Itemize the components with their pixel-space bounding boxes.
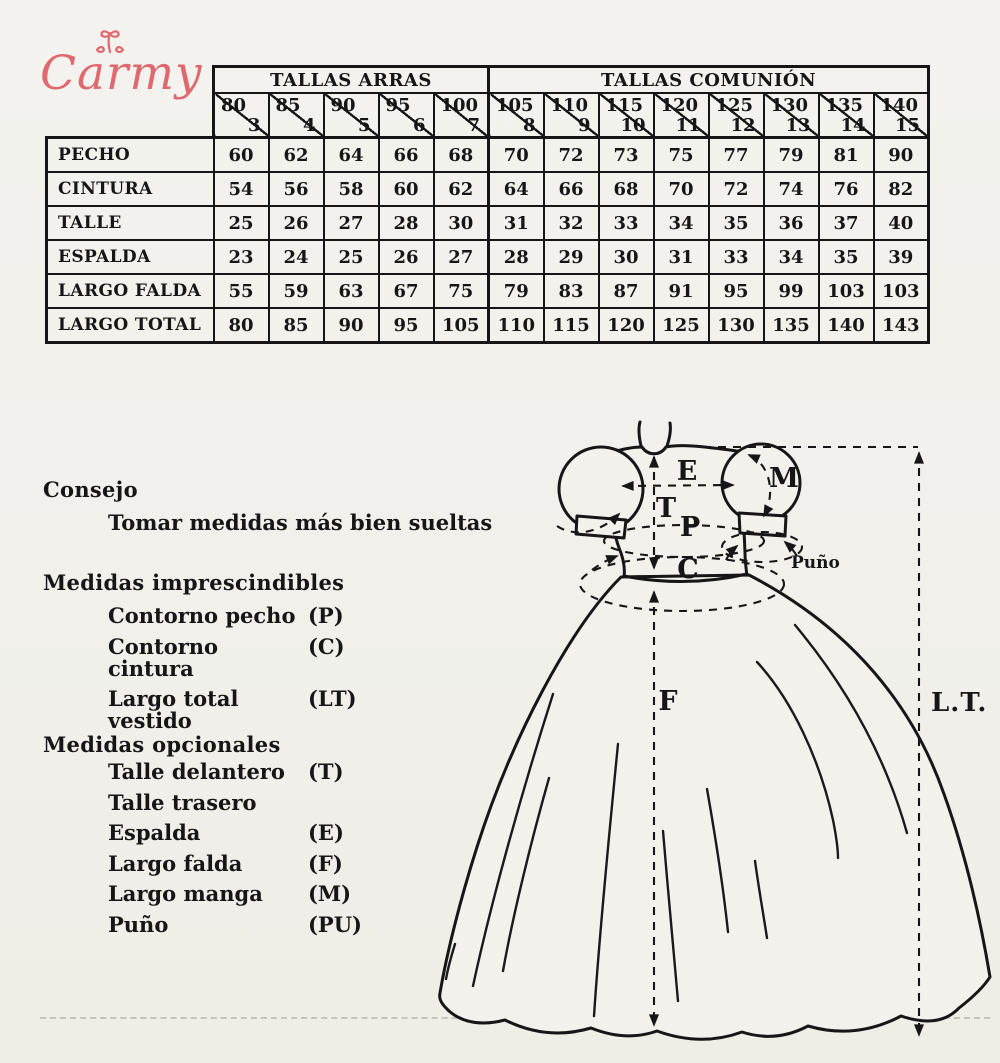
size-value: 110: [550, 95, 589, 116]
value-cell: 66: [544, 172, 599, 206]
value-cell: 140: [819, 308, 874, 343]
size-header-cell: [599, 93, 654, 138]
value-cell: 26: [269, 206, 324, 240]
value-cell: 25: [214, 206, 269, 240]
size-header-cell: [434, 93, 489, 138]
age-value: 6: [412, 115, 426, 136]
value-cell: 32: [544, 206, 599, 240]
value-cell: 72: [709, 172, 764, 206]
value-cell: 95: [379, 308, 434, 343]
age-value: 14: [840, 115, 866, 136]
value-cell: 33: [599, 206, 654, 240]
label-largo-falda: F: [658, 686, 678, 717]
measure-abbr: (C): [308, 633, 345, 659]
value-cell: 60: [379, 172, 434, 206]
age-value: 4: [302, 115, 316, 136]
value-cell: 73: [599, 138, 654, 173]
measure-abbr: [308, 792, 362, 814]
measure-name: Largo manga: [108, 881, 263, 906]
size-table-body: [47, 67, 929, 343]
value-cell: 62: [269, 138, 324, 173]
value-cell: 64: [489, 172, 544, 206]
value-cell: 83: [544, 274, 599, 308]
value-cell: 40: [874, 206, 929, 240]
value-cell: 76: [819, 172, 874, 206]
label-talle: T: [655, 493, 677, 524]
measure-name: Talle trasero: [108, 789, 257, 815]
age-value: 13: [785, 115, 811, 136]
label-largo-total: L.T.: [931, 688, 988, 718]
value-cell: 60: [214, 138, 269, 173]
value-cell: 27: [434, 240, 489, 274]
size-value: 130: [770, 95, 809, 116]
value-cell: 35: [709, 206, 764, 240]
value-cell: 143: [874, 308, 929, 343]
value-cell: 37: [819, 206, 874, 240]
value-cell: 34: [654, 206, 709, 240]
size-value: 95: [385, 95, 411, 116]
value-cell: 35: [819, 240, 874, 274]
value-cell: 29: [544, 240, 599, 274]
value-cell: 70: [654, 172, 709, 206]
table-size-row: [47, 93, 929, 138]
size-header-cell: [269, 93, 324, 138]
value-cell: 30: [599, 240, 654, 274]
size-header-cell: [544, 93, 599, 138]
value-cell: 95: [709, 274, 764, 308]
value-cell: 36: [764, 206, 819, 240]
measure-abbr: (PU): [308, 911, 362, 937]
required-measures-list: [108, 605, 357, 732]
measure-name: Espalda: [108, 820, 201, 845]
size-table: [45, 65, 930, 344]
measure-abbr: (F): [308, 850, 343, 876]
age-value: 5: [357, 115, 371, 136]
value-cell: 63: [324, 274, 379, 308]
row-label: PECHO: [47, 138, 214, 173]
value-cell: 103: [819, 274, 874, 308]
measure-name: Talle delantero: [108, 759, 285, 784]
value-cell: 34: [764, 240, 819, 274]
size-header-cell: [764, 93, 819, 138]
label-manga: M: [769, 463, 799, 494]
table-row: [47, 240, 929, 274]
size-value: 120: [660, 95, 699, 116]
measure-name: Contorno cintura: [108, 633, 219, 681]
size-value: 115: [605, 95, 644, 116]
size-header-cell: [709, 93, 764, 138]
measure-abbr: (T): [308, 759, 344, 784]
age-value: 9: [577, 115, 591, 136]
size-header-cell: [819, 93, 874, 138]
measure-name: Largo falda: [108, 850, 243, 876]
value-cell: 24: [269, 240, 324, 274]
value-cell: 66: [379, 138, 434, 173]
age-value: 12: [730, 115, 756, 136]
row-label: LARGO FALDA: [47, 274, 214, 308]
required-measures-title: Medidas imprescindibles: [43, 570, 345, 595]
value-cell: 74: [764, 172, 819, 206]
measure-abbr: (M): [308, 881, 352, 906]
value-cell: 91: [654, 274, 709, 308]
table-row: [47, 206, 929, 240]
row-label: ESPALDA: [47, 240, 214, 274]
value-cell: 39: [874, 240, 929, 274]
size-value: 105: [496, 95, 534, 116]
age-value: 15: [894, 115, 920, 136]
label-puno: Puño: [791, 553, 840, 573]
value-cell: 77: [709, 138, 764, 173]
label-espalda: E: [676, 456, 698, 487]
value-cell: 62: [434, 172, 489, 206]
table-group-row: [47, 67, 929, 94]
crown-flourish-icon: [88, 28, 132, 60]
size-value: 140: [880, 95, 919, 116]
size-value: 135: [825, 95, 864, 116]
value-cell: 31: [489, 206, 544, 240]
value-cell: 55: [214, 274, 269, 308]
value-cell: 25: [324, 240, 379, 274]
brand-name: Carmy: [40, 46, 203, 101]
row-label: LARGO TOTAL: [47, 308, 214, 343]
size-value: 85: [275, 95, 301, 116]
value-cell: 110: [489, 308, 544, 343]
measure-abbr: (LT): [308, 686, 357, 711]
optional-measures-title: Medidas opcionales: [43, 732, 281, 757]
value-cell: 103: [874, 274, 929, 308]
age-value: 11: [675, 115, 701, 136]
size-header-cell: [654, 93, 709, 138]
value-cell: 54: [214, 172, 269, 206]
size-group-header: TALLAS COMUNIÓN: [489, 67, 929, 94]
value-cell: 56: [269, 172, 324, 206]
label-pecho: P: [679, 512, 701, 543]
measure-name: Largo total vestido: [108, 686, 239, 733]
size-group-header: TALLAS ARRAS: [214, 67, 489, 94]
value-cell: 87: [599, 274, 654, 308]
value-cell: 31: [654, 240, 709, 274]
value-cell: 75: [434, 274, 489, 308]
value-cell: 130: [709, 308, 764, 343]
value-cell: 64: [324, 138, 379, 173]
dress-measurement-diagram: [420, 408, 1000, 1063]
age-value: 3: [247, 115, 261, 136]
measure-name: Contorno pecho: [108, 603, 296, 628]
age-value: 7: [467, 115, 480, 136]
value-cell: 80: [214, 308, 269, 343]
value-cell: 28: [489, 240, 544, 274]
measure-name: Puño: [108, 911, 169, 937]
value-cell: 68: [599, 172, 654, 206]
value-cell: 105: [434, 308, 489, 343]
size-header-cell: [874, 93, 929, 138]
value-cell: 58: [324, 172, 379, 206]
value-cell: 30: [434, 206, 489, 240]
value-cell: 23: [214, 240, 269, 274]
advice-text: Tomar medidas más bien sueltas: [108, 510, 493, 535]
age-value: 10: [620, 115, 646, 136]
table-row: [47, 138, 929, 173]
table-row: [47, 274, 929, 308]
size-value: 80: [221, 95, 247, 116]
row-label: CINTURA: [47, 172, 214, 206]
size-value: 90: [330, 95, 356, 116]
neck-line-left: [639, 422, 641, 446]
value-cell: 90: [874, 138, 929, 173]
age-value: 8: [522, 115, 536, 136]
row-label: TALLE: [47, 206, 214, 240]
advice-title: Consejo: [43, 477, 138, 502]
neck-line-right: [667, 423, 670, 446]
value-cell: 135: [764, 308, 819, 343]
table-corner-blank: [47, 93, 214, 138]
value-cell: 79: [764, 138, 819, 173]
value-cell: 59: [269, 274, 324, 308]
measure-abbr: (E): [308, 820, 344, 845]
size-header-cell: [324, 93, 379, 138]
value-cell: 27: [324, 206, 379, 240]
value-cell: 99: [764, 274, 819, 308]
value-cell: 72: [544, 138, 599, 173]
value-cell: 33: [709, 240, 764, 274]
value-cell: 26: [379, 240, 434, 274]
value-cell: 67: [379, 274, 434, 308]
size-header-cell: [379, 93, 434, 138]
value-cell: 115: [544, 308, 599, 343]
value-cell: 79: [489, 274, 544, 308]
optional-measures-list: [108, 761, 362, 936]
dress-skirt: [440, 575, 990, 1039]
value-cell: 81: [819, 138, 874, 173]
size-header-cell: [214, 93, 269, 138]
value-cell: 120: [599, 308, 654, 343]
size-header-cell: [489, 93, 544, 138]
size-value: 125: [715, 95, 754, 116]
label-cintura: C: [677, 554, 699, 585]
table-corner-blank: [47, 67, 214, 94]
table-row: [47, 172, 929, 206]
value-cell: 85: [269, 308, 324, 343]
value-cell: 68: [434, 138, 489, 173]
value-cell: 28: [379, 206, 434, 240]
table-row: [47, 308, 929, 343]
value-cell: 70: [489, 138, 544, 173]
value-cell: 125: [654, 308, 709, 343]
value-cell: 90: [324, 308, 379, 343]
size-value: 100: [440, 95, 479, 116]
value-cell: 75: [654, 138, 709, 173]
measure-abbr: (P): [308, 603, 344, 628]
value-cell: 82: [874, 172, 929, 206]
